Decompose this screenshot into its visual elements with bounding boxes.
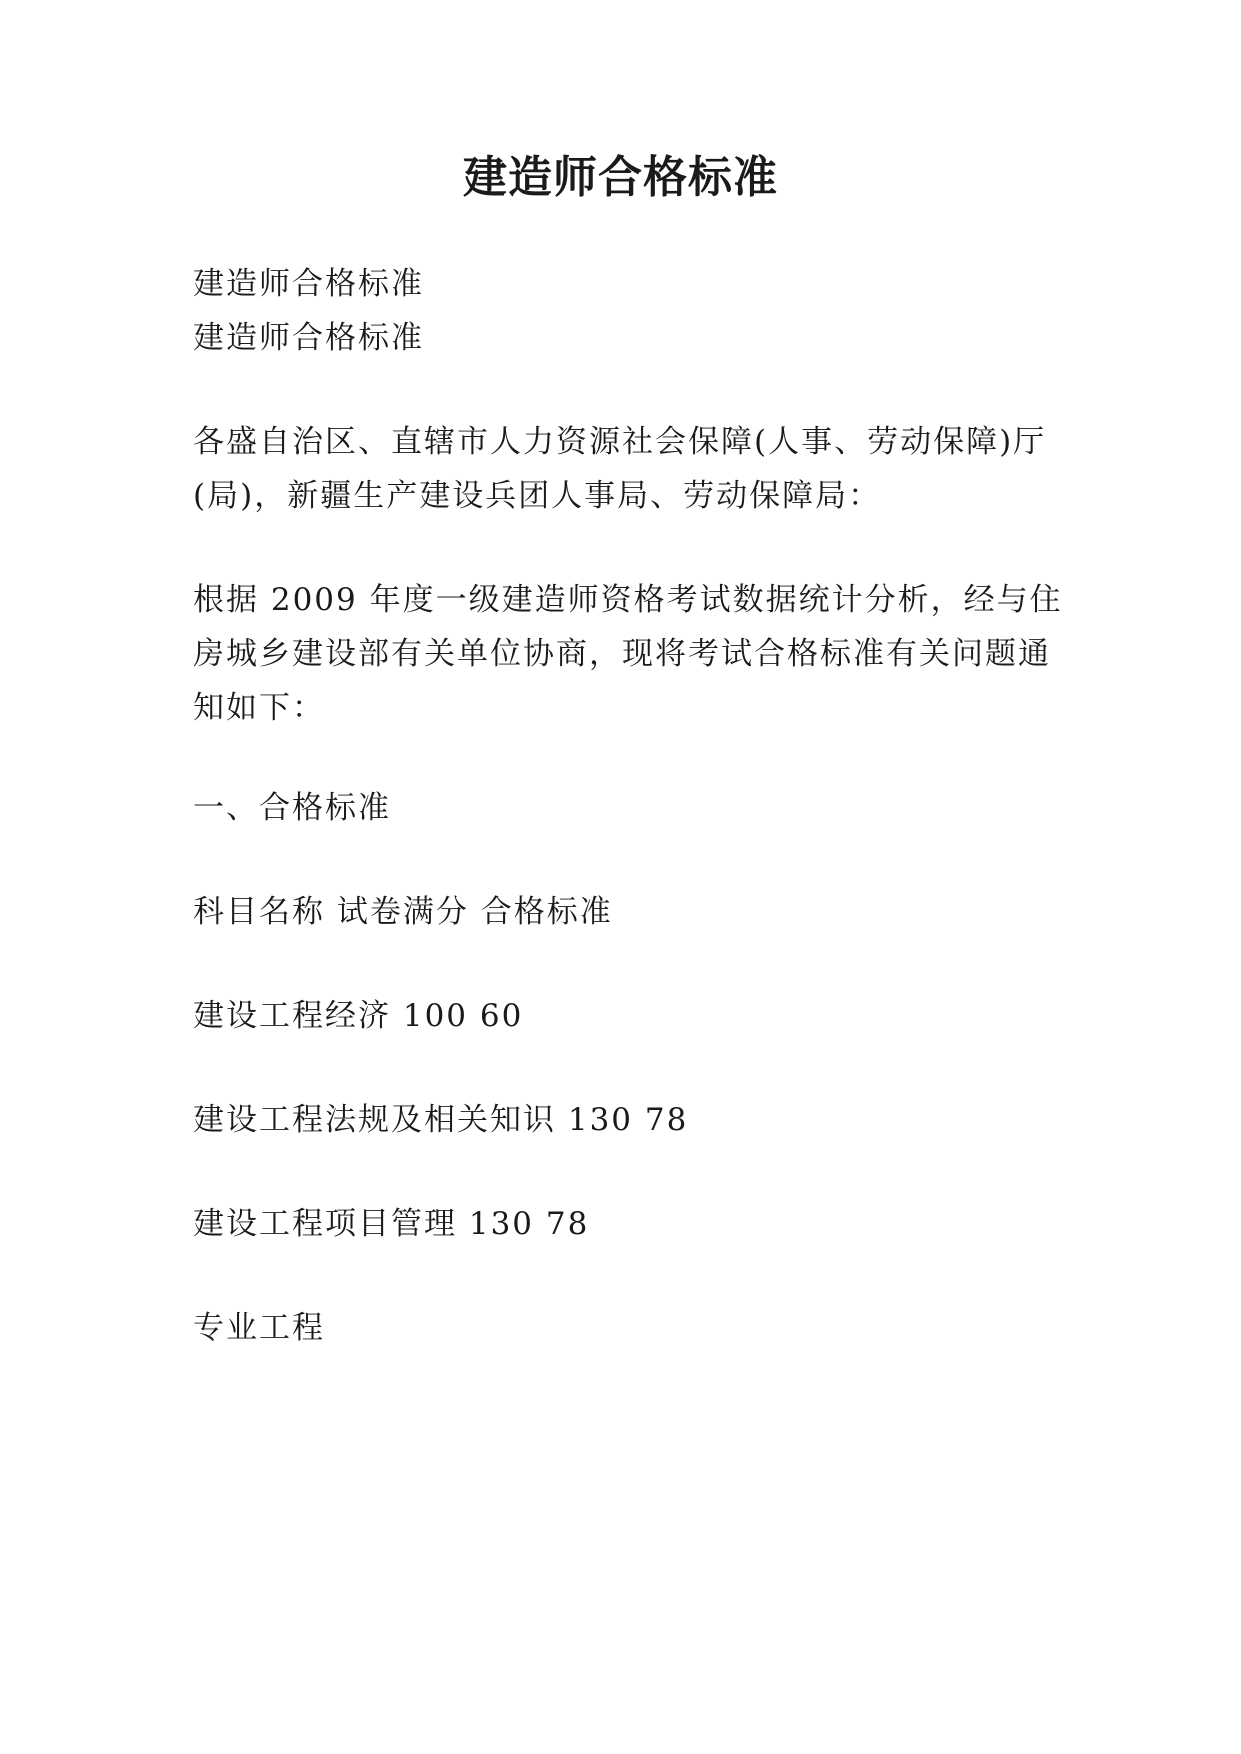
table-header: 科目名称 试卷满分 合格标准 bbox=[193, 894, 613, 930]
table-row: 建设工程法规及相关知识 130 78 bbox=[193, 1102, 689, 1138]
subtitle-line-2: 建造师合格标准 bbox=[193, 320, 424, 356]
addressee-line-1: 各盛自治区、直辖市人力资源社会保障(人事、劳动保障)厅 bbox=[193, 424, 1047, 460]
body-line-1: 根据 2009 年度一级建造师资格考试数据统计分析，经与住 bbox=[193, 582, 1063, 618]
table-row: 专业工程 bbox=[193, 1310, 325, 1346]
document-title: 建造师合格标准 bbox=[463, 152, 778, 203]
section-heading: 一、合格标准 bbox=[193, 790, 391, 826]
body-line-3: 知如下： bbox=[193, 690, 325, 726]
table-row: 建设工程项目管理 130 78 bbox=[193, 1206, 590, 1242]
table-row: 建设工程经济 100 60 bbox=[193, 998, 524, 1034]
subtitle-line-1: 建造师合格标准 bbox=[193, 266, 424, 302]
body-line-2: 房城乡建设部有关单位协商，现将考试合格标准有关问题通 bbox=[193, 636, 1051, 672]
addressee-line-2: (局)，新疆生产建设兵团人事局、劳动保障局： bbox=[193, 478, 882, 514]
